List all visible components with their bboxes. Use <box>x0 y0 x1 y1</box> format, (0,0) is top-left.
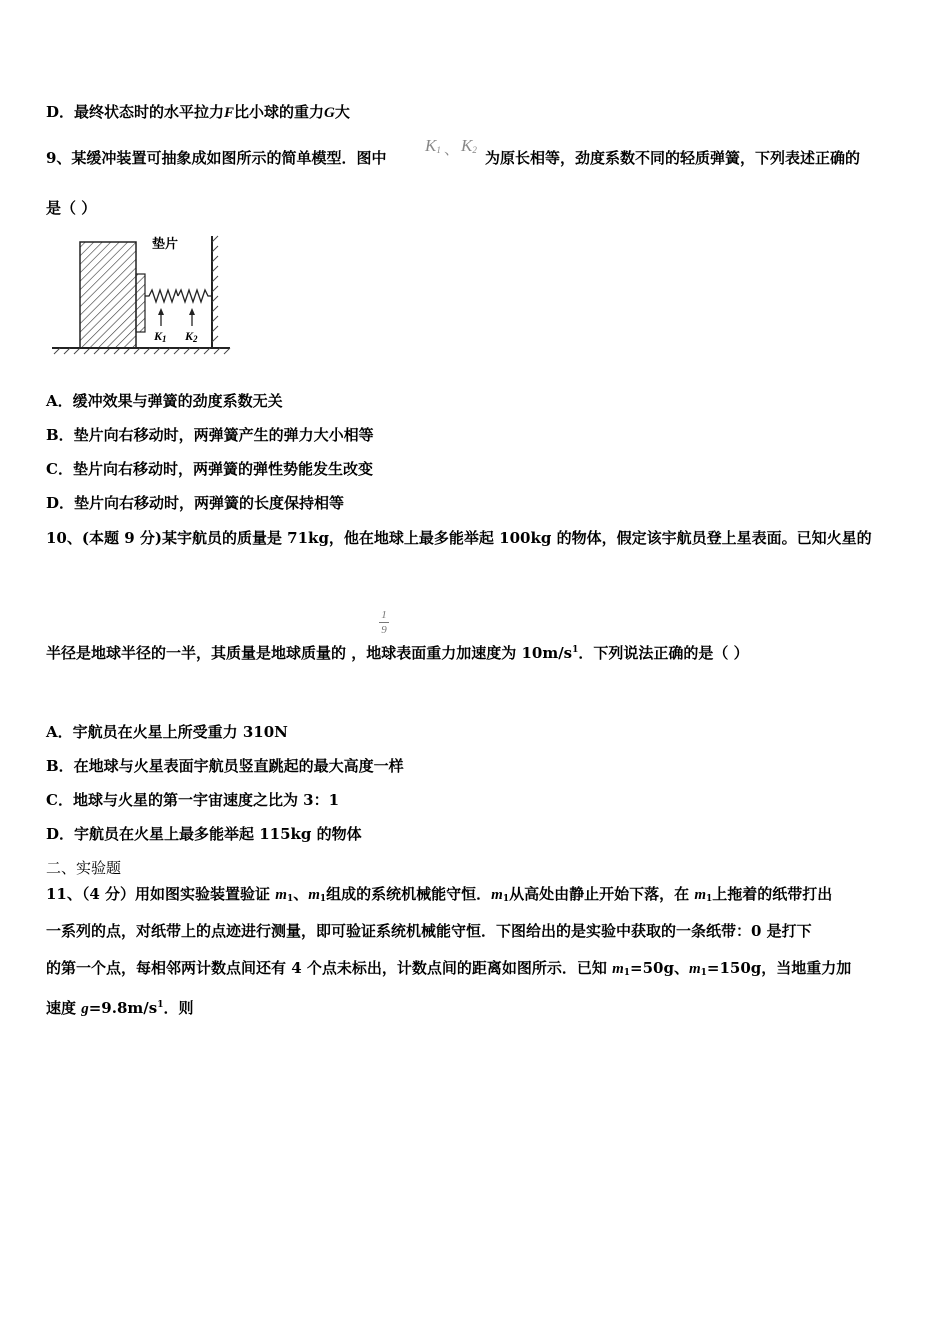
q9-option-b: B．垫片向右移动时，两弹簧产生的弹力大小相等 <box>46 426 374 444</box>
fraction-one-ninth: 1 9 <box>379 609 389 636</box>
q10-option-a: A．宇航员在火星上所受重力 310N <box>46 723 288 741</box>
spring-k2 <box>178 290 212 302</box>
pad-plate <box>136 274 145 332</box>
arrow-k1 <box>158 308 164 315</box>
q11-line3: 的第一个点，每相邻两计数点间还有 4 个点未标出，计数点间的距离如图所示．已知 $m_1=50g$、$m_1=150g$，当地重力加 <box>46 959 852 978</box>
q11-line2: 一系列的点，对纸带上的点迹进行测量，即可验证系统机械能守恒．下图给出的是实验中获取的一条纸带：0 是打下 <box>46 922 812 940</box>
stem-text: ．下列说法正确的是（ ） <box>578 644 749 662</box>
pad-label: 垫片 <box>152 237 179 252</box>
q10-option-c: C．地球与火星的第一宇宙速度之比为 3：1 <box>46 791 340 809</box>
stem-text: 是（ ） <box>46 199 97 217</box>
arrow-k2 <box>189 308 195 315</box>
stem-text: 半径是地球半径的一半，其质量是地球质量的 ，地球表面重力加速度为 10m/s <box>46 644 573 662</box>
q9-stem-line1 <box>46 148 386 168</box>
section-title: 二、实验题 <box>46 859 122 877</box>
stem-text: 为原长相等，劲度系数不同的轻质弹簧，下列表述正确的 <box>485 149 861 167</box>
q9-stem-line2 <box>46 198 96 218</box>
q8-option-d <box>46 102 350 123</box>
stem-text: 9、某缓冲装置可抽象成如图所示的简单模型．图中 <box>46 149 387 167</box>
fig-k1-label: $K_1$ <box>154 329 167 344</box>
q10-option-b: B．在地球与火星表面宇航员竖直跳起的最大高度一样 <box>46 757 404 775</box>
q10-option-d: D．宇航员在火星上最多能举起 115kg 的物体 <box>46 825 362 843</box>
spring-k1 <box>145 290 178 302</box>
k2-symbol: $K_2$ <box>461 136 477 155</box>
q11-line4: 速度 $g=9.8m/s^1$．则 <box>46 999 194 1017</box>
q11-line1: 11、（4 分）用如图实验装置验证 $m_1$、$m_1$组成的系统机械能守恒．$m_1$从高处由静止开始下落，在 $m_1$上拖着的纸带打出 <box>46 885 833 904</box>
spring-buffer-figure <box>48 228 238 356</box>
q10-stem-line1: 10、(本题 9 分)某宇航员的质量是 71kg，他在地球上最多能举起 100kg 的物体，假定该宇航员登上星表面。已知火星的 <box>46 529 872 547</box>
option-text: 大 <box>334 103 350 121</box>
fig-k2-label: $K_2$ <box>185 329 198 344</box>
separator: 、 <box>444 140 460 158</box>
q10-stem-line2 <box>46 640 749 663</box>
q9-stem-line1b <box>485 148 860 168</box>
variable-f: F <box>224 105 235 121</box>
q9-option-c: C．垫片向右移动时，两弹簧的弹性势能发生改变 <box>46 460 373 478</box>
k1-symbol: $K_1$ <box>425 136 441 155</box>
option-text: D．最终状态时的水平拉力 <box>46 103 225 121</box>
variable-g: G <box>324 105 335 121</box>
q9-option-d: D．垫片向右移动时，两弹簧的长度保持相等 <box>46 494 345 512</box>
option-text: 比小球的重力 <box>234 103 325 121</box>
q9-option-a: A．缓冲效果与弹簧的劲度系数无关 <box>46 392 283 410</box>
superscript: 1 <box>572 645 579 655</box>
hatched-block <box>80 242 136 348</box>
